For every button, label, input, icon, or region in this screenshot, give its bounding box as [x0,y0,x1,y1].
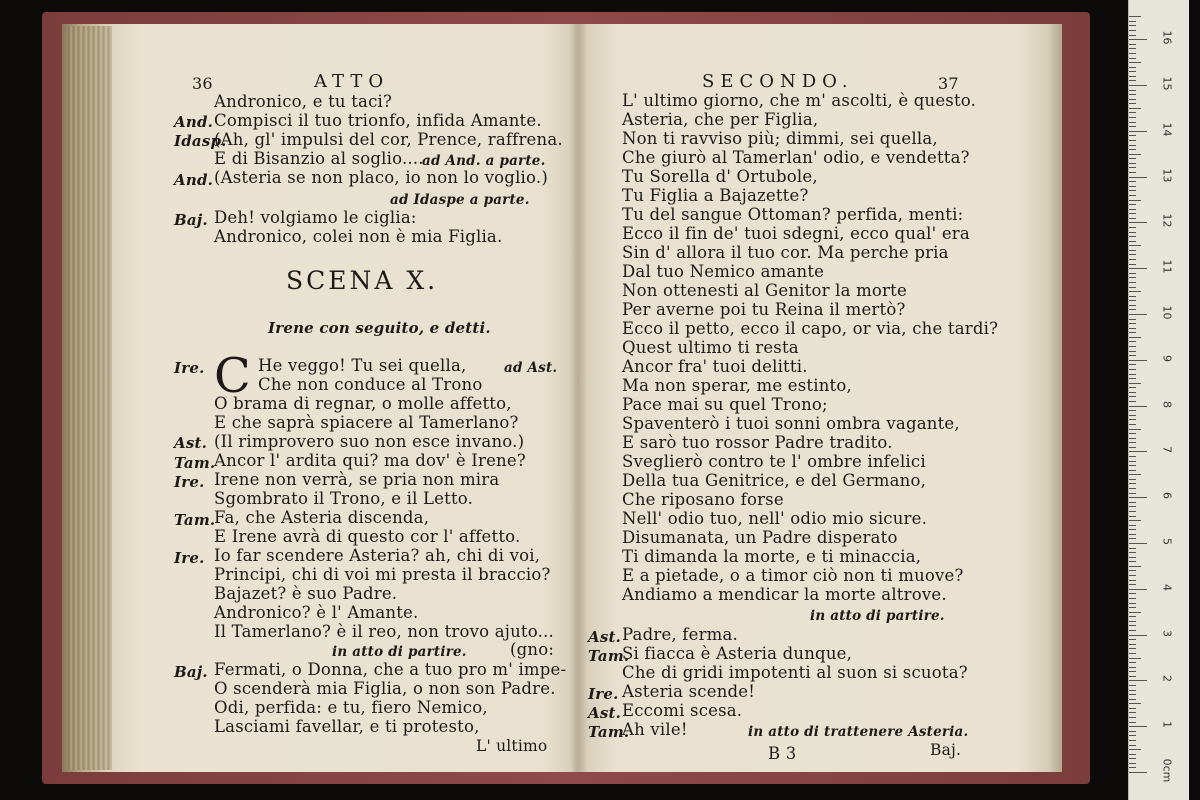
ruler-label: 9 [1160,354,1174,362]
ruler-tick [1129,323,1136,324]
scene-cast: Irene con seguito, e detti. [268,319,491,337]
speaker-label: Tam. [174,454,216,472]
verse-line: Irene non verrà, se pria non mira [214,470,500,489]
ruler-tick [1129,493,1136,494]
verse-line: Andiamo a mendicar la morte altrove. [622,585,947,604]
speaker-label: Ast. [588,628,622,646]
signature-mark: B 3 [768,744,797,763]
ruler-tick [1129,149,1136,150]
speaker-label: Ast. [174,434,208,452]
speaker-label: Tam. [588,723,630,741]
ruler-tick [1129,145,1136,146]
verse-line: E che saprà spiacere al Tamerlano? [214,413,519,432]
ruler-tick [1129,479,1136,480]
ruler-tick [1129,694,1136,695]
ruler-tick [1129,447,1136,448]
verse-line: Che non conduce al Trono [258,375,483,394]
ruler-tick [1129,254,1136,255]
right-page-number: 37 [938,74,959,93]
ruler-tick [1129,758,1136,759]
ruler-tick [1129,332,1136,333]
ruler-tick [1129,690,1136,691]
verse-line: Odi, perfida: e tu, fiero Nemico, [214,698,488,717]
ruler-tick [1129,584,1136,585]
ruler-tick [1129,548,1136,549]
ruler-tick [1129,287,1136,288]
ruler-tick [1129,48,1136,49]
ruler-tick [1129,625,1136,626]
verse-line: Sveglierò contro te l' ombre infelici [622,452,926,471]
ruler-tick [1129,204,1136,205]
ruler-tick [1129,222,1147,223]
ruler-tick [1129,62,1141,63]
ruler-tick [1129,671,1136,672]
verse-line: Pace mai su quel Trono; [622,395,828,414]
stage-direction: in atto di trattenere Asteria. [748,724,969,740]
ruler-tick [1129,369,1136,370]
ruler-tick [1129,140,1136,141]
ruler-tick [1129,16,1141,17]
ruler-tick [1129,135,1136,136]
verse-line: Si fiacca è Asteria dunque, [622,644,853,663]
verse-line: Tu del sangue Ottoman? perfida, menti: [622,205,964,224]
verse-line: Che riposano forse [622,490,784,509]
ruler-tick [1129,108,1141,109]
ruler-tick [1129,538,1136,539]
ruler-tick [1129,424,1136,425]
ruler-tick [1129,21,1136,22]
ruler-tick [1129,658,1141,659]
ruler-tick [1129,378,1136,379]
ruler-tick [1129,44,1136,45]
ruler-tick [1129,186,1136,187]
right-page [578,24,1062,772]
ruler-tick [1129,80,1136,81]
verse-line: Padre, ferma. [622,625,738,644]
ruler-tick [1129,163,1136,164]
ruler-tick [1129,699,1136,700]
ruler-tick [1129,557,1136,558]
ruler-tick [1129,264,1136,265]
verse-line: Asteria scende! [622,682,756,701]
ruler-tick [1129,456,1136,457]
ruler-tick [1129,268,1147,269]
verse-line: E di Bisanzio al soglio.... [214,149,424,168]
verse-line: Lasciami favellar, e ti protesto, [214,717,480,736]
ruler-tick [1129,543,1147,544]
speaker-label: Ire. [174,473,205,491]
ruler-tick [1129,630,1136,631]
ruler-tick [1129,598,1136,599]
ruler-label: 4 [1160,583,1174,591]
ruler-tick [1129,497,1147,498]
ruler-tick [1129,117,1136,118]
ruler-tick [1129,511,1136,512]
ruler-tick [1129,685,1136,686]
catchword: Baj. [930,741,962,759]
ruler-tick [1129,401,1136,402]
verse-line: Bajazet? è suo Padre. [214,584,398,603]
ruler-tick [1129,241,1136,242]
ruler-tick [1129,662,1136,663]
ruler-label: 11 [1160,259,1174,274]
verse-line: E sarò tuo rossor Padre tradito. [622,433,893,452]
ruler-tick [1129,227,1136,228]
ruler-tick [1129,300,1136,301]
verse-line: Disumanata, un Padre disperato [622,528,898,547]
ruler-tick [1129,415,1136,416]
ruler-tick [1129,387,1136,388]
ruler-tick [1129,639,1136,640]
ruler-label: 5 [1160,538,1174,545]
verse-line: Asteria, che per Figlia, [622,110,819,129]
ruler-tick [1129,99,1136,100]
ruler-tick [1129,245,1141,246]
ruler-tick [1129,465,1136,466]
ruler-label: 16 [1160,30,1174,45]
right-running-head: SECONDO. [702,71,854,92]
ruler-tick [1129,603,1136,604]
ruler-tick [1129,76,1136,77]
verse-line: Andronico, e tu taci? [214,92,393,111]
ruler-tick [1129,680,1147,681]
ruler-tick [1129,53,1136,54]
verse-line: Dal tuo Nemico amante [622,262,825,281]
ruler-tick [1129,364,1136,365]
stage-direction: ad And. a parte. [422,153,546,169]
verse-line: Compisci il tuo trionfo, infida Amante. [214,111,542,130]
verse-line: Fa, che Asteria discenda, [214,508,430,527]
ruler-tick [1129,236,1136,237]
ruler-tick [1129,305,1136,306]
ruler-tick [1129,122,1136,123]
ruler-tick [1129,419,1136,420]
ruler-tick [1129,337,1141,338]
ruler-tick [1129,607,1136,608]
ruler-tick [1129,273,1136,274]
ruler-tick [1129,461,1136,462]
verse-line: L' ultimo giorno, che m' ascolti, è questo. [622,91,977,110]
ruler-tick [1129,291,1141,292]
ruler-tick [1129,351,1136,352]
verse-line: Il Tamerlano? è il reo, non trovo ajuto... [214,622,554,641]
ruler-label: 2 [1160,675,1174,683]
ruler-tick [1129,635,1147,636]
verse-line: Ah vile! [622,720,688,739]
left-running-head: ATTO [314,71,390,92]
measuring-ruler [1128,0,1189,800]
speaker-label: Idasp. [174,132,227,150]
ruler-tick [1129,374,1136,375]
ruler-label: 6 [1160,492,1174,500]
verse-line: Sgombrato il Trono, e il Letto. [214,489,474,508]
ruler-tick [1129,250,1136,251]
verse-line: Fermati, o Donna, che a tuo pro m' impe- [214,660,567,679]
ruler-tick [1129,488,1136,489]
verse-line: Andronico, colei non è mia Figlia. [214,227,503,246]
verse-line: Ecco il fin de' tuoi sdegni, ecco qual' era [622,224,970,243]
ruler-tick [1129,282,1136,283]
ruler-tick [1129,158,1136,159]
ruler-tick [1129,25,1136,26]
ruler-tick [1129,30,1136,31]
ruler-tick [1129,181,1136,182]
ruler-tick [1129,232,1136,233]
ruler-tick [1129,749,1141,750]
ruler-tick [1129,94,1136,95]
stage-direction: ad Idaspe a parte. [390,192,530,208]
ruler-tick [1129,648,1136,649]
ruler-tick [1129,502,1136,503]
ruler-label: 0cm [1160,758,1174,783]
ruler-tick [1129,341,1136,342]
ruler-tick [1129,172,1136,173]
ruler-tick [1129,71,1136,72]
ruler-tick [1129,259,1136,260]
verse-line: E a pietade, o a timor ciò non ti muove? [622,566,964,585]
ruler-tick [1129,731,1136,732]
verse-line: Tu Sorella d' Ortubole, [622,167,818,186]
ruler-tick [1129,763,1136,764]
ruler-tick [1129,200,1141,201]
ruler-tick [1129,772,1147,773]
ruler-tick [1129,451,1147,452]
ruler-tick [1129,209,1136,210]
verse-line: Che di gridi impotenti al suon si scuota? [622,663,968,682]
speaker-label: Tam. [588,647,630,665]
ruler-tick [1129,580,1136,581]
ruler-tick [1129,410,1136,411]
ruler-tick [1129,190,1136,191]
ruler-tick [1129,195,1136,196]
verse-line: (Il rimprovero suo non esce invano.) [214,432,525,451]
verse-line: Tu Figlia a Bajazette? [622,186,809,205]
ruler-tick [1129,309,1136,310]
ruler-tick [1129,314,1147,315]
ruler-tick [1129,346,1136,347]
speaker-label: And. [174,113,214,131]
verse-line: Ecco il petto, ecco il capo, or via, che tardi? [622,319,999,338]
verse-line: Spaventerò i tuoi sonni ombra vagante, [622,414,960,433]
verse-line: O scenderà mia Figlia, o non son Padre. [214,679,556,698]
ruler-tick [1129,506,1136,507]
verse-line: Io far scendere Asteria? ah, chi di voi, [214,546,541,565]
verse-line: Per averne poi tu Reina il mertò? [622,300,906,319]
ruler-tick [1129,103,1136,104]
ruler-tick [1129,712,1136,713]
verse-line: (Ah, gl' impulsi del cor, Prence, raffrena. [214,130,563,149]
speaker-label: Ire. [174,549,205,567]
verse-line: Quest ultimo ti resta [622,338,799,357]
verse-line: Che giurò al Tamerlan' odio, e vendetta? [622,148,970,167]
ruler-tick [1129,218,1136,219]
ruler-tick [1129,328,1136,329]
ruler-label: 14 [1160,122,1174,137]
ruler-tick [1129,39,1147,40]
ruler-tick [1129,90,1136,91]
ruler-tick [1129,442,1136,443]
ruler-label: 3 [1160,629,1174,637]
verse-line: (Asteria se non placo, io non lo voglio.) [214,168,548,187]
ruler-tick [1129,474,1141,475]
verse-line: Eccomi scesa. [622,701,743,720]
verse-line: Ancor fra' tuoi delitti. [622,357,808,376]
ruler-tick [1129,726,1147,727]
ruler-label: 8 [1160,400,1174,408]
verse-line: O brama di regnar, o molle affetto, [214,394,512,413]
book-spread [62,24,1062,772]
ruler-tick [1129,735,1136,736]
verse-line: Ancor l' ardita qui? ma dov' è Irene? [214,451,526,470]
drop-cap: C [214,348,251,404]
speaker-label: Baj. [174,211,208,229]
ruler-tick [1129,355,1136,356]
verse-line: Sin d' allora il tuo cor. Ma perche pria [622,243,949,262]
ruler-tick [1129,566,1141,567]
ruler-tick [1129,112,1136,113]
ruler-tick [1129,754,1136,755]
ruler-tick [1129,529,1136,530]
ruler-label: 10 [1160,305,1174,320]
ruler-tick [1129,126,1136,127]
ruler-tick [1129,67,1136,68]
ruler-tick [1129,277,1136,278]
ruler-label: 12 [1160,213,1174,228]
ruler-tick [1129,58,1136,59]
speaker-label: Tam. [174,511,216,529]
verse-line: Non ti ravviso più; dimmi, sei quella, [622,129,938,148]
ruler-tick [1129,319,1136,320]
ruler-tick [1129,767,1136,768]
ruler-tick [1129,534,1136,535]
ruler-tick [1129,612,1141,613]
verse-line: Della tua Genitrice, e del Germano, [622,471,927,490]
verse-line: Ti dimanda la morte, e ti minaccia, [622,547,922,566]
ruler-tick [1129,525,1136,526]
ruler-tick [1129,667,1136,668]
ruler-tick [1129,717,1136,718]
stage-direction: ad Ast. [504,360,558,376]
ruler-tick [1129,396,1136,397]
ruler-label: 13 [1160,168,1174,183]
ruler-tick [1129,154,1141,155]
scene-title: SCENA X. [286,266,439,295]
left-page-number: 36 [192,74,213,93]
ruler-label: 1 [1160,721,1174,729]
verse-line: Andronico? è l' Amante. [214,603,419,622]
verse-line: E Irene avrà di questo cor l' affetto. [214,527,521,546]
speaker-label: Ire. [174,359,205,377]
verse-line: Ma non sperar, me estinto, [622,376,852,395]
ruler-tick [1129,167,1136,168]
ruler-tick [1129,131,1147,132]
ruler-tick [1129,552,1136,553]
verse-line: Deh! volgiamo le ciglia: [214,208,417,227]
ruler-tick [1129,644,1136,645]
verse-line-tail: (gno: [510,640,555,659]
speaker-label: And. [174,171,214,189]
ruler-tick [1129,722,1136,723]
ruler-tick [1129,703,1141,704]
ruler-tick [1129,653,1136,654]
page-edge-shading [68,26,112,770]
speaker-label: Baj. [174,663,208,681]
ruler-tick [1129,213,1136,214]
ruler-tick [1129,520,1141,521]
speaker-label: Ire. [588,685,619,703]
ruler-tick [1129,438,1136,439]
ruler-label: 7 [1160,446,1174,454]
catchword: L' ultimo [476,737,548,755]
ruler-tick [1129,593,1136,594]
ruler-tick [1129,616,1136,617]
speaker-label: Ast. [588,704,622,722]
ruler-tick [1129,575,1136,576]
ruler-tick [1129,676,1136,677]
ruler-tick [1129,483,1136,484]
ruler-tick [1129,470,1136,471]
ruler-tick [1129,296,1136,297]
ruler-tick [1129,392,1136,393]
ruler-tick [1129,570,1136,571]
ruler-tick [1129,429,1141,430]
verse-line: Nell' odio tuo, nell' odio mio sicure. [622,509,928,528]
left-page [62,24,578,772]
ruler-tick [1129,561,1136,562]
ruler-tick [1129,708,1136,709]
ruler-tick [1129,589,1147,590]
ruler-tick [1129,85,1147,86]
ruler-tick [1129,516,1136,517]
ruler-tick [1129,745,1136,746]
verse-line: Non ottenesti al Genitor la morte [622,281,907,300]
ruler-tick [1129,740,1136,741]
ruler-tick [1129,433,1136,434]
verse-line: He veggo! Tu sei quella, [258,356,467,375]
ruler-tick [1129,406,1147,407]
ruler-label: 15 [1160,76,1174,91]
verse-line: Principi, chi di voi mi presta il braccio? [214,565,551,584]
ruler-tick [1129,383,1141,384]
stage-direction: in atto di partire. [332,644,467,660]
ruler-tick [1129,35,1136,36]
stage-direction: in atto di partire. [810,608,945,624]
ruler-tick [1129,360,1147,361]
ruler-tick [1129,177,1147,178]
ruler-tick [1129,621,1136,622]
